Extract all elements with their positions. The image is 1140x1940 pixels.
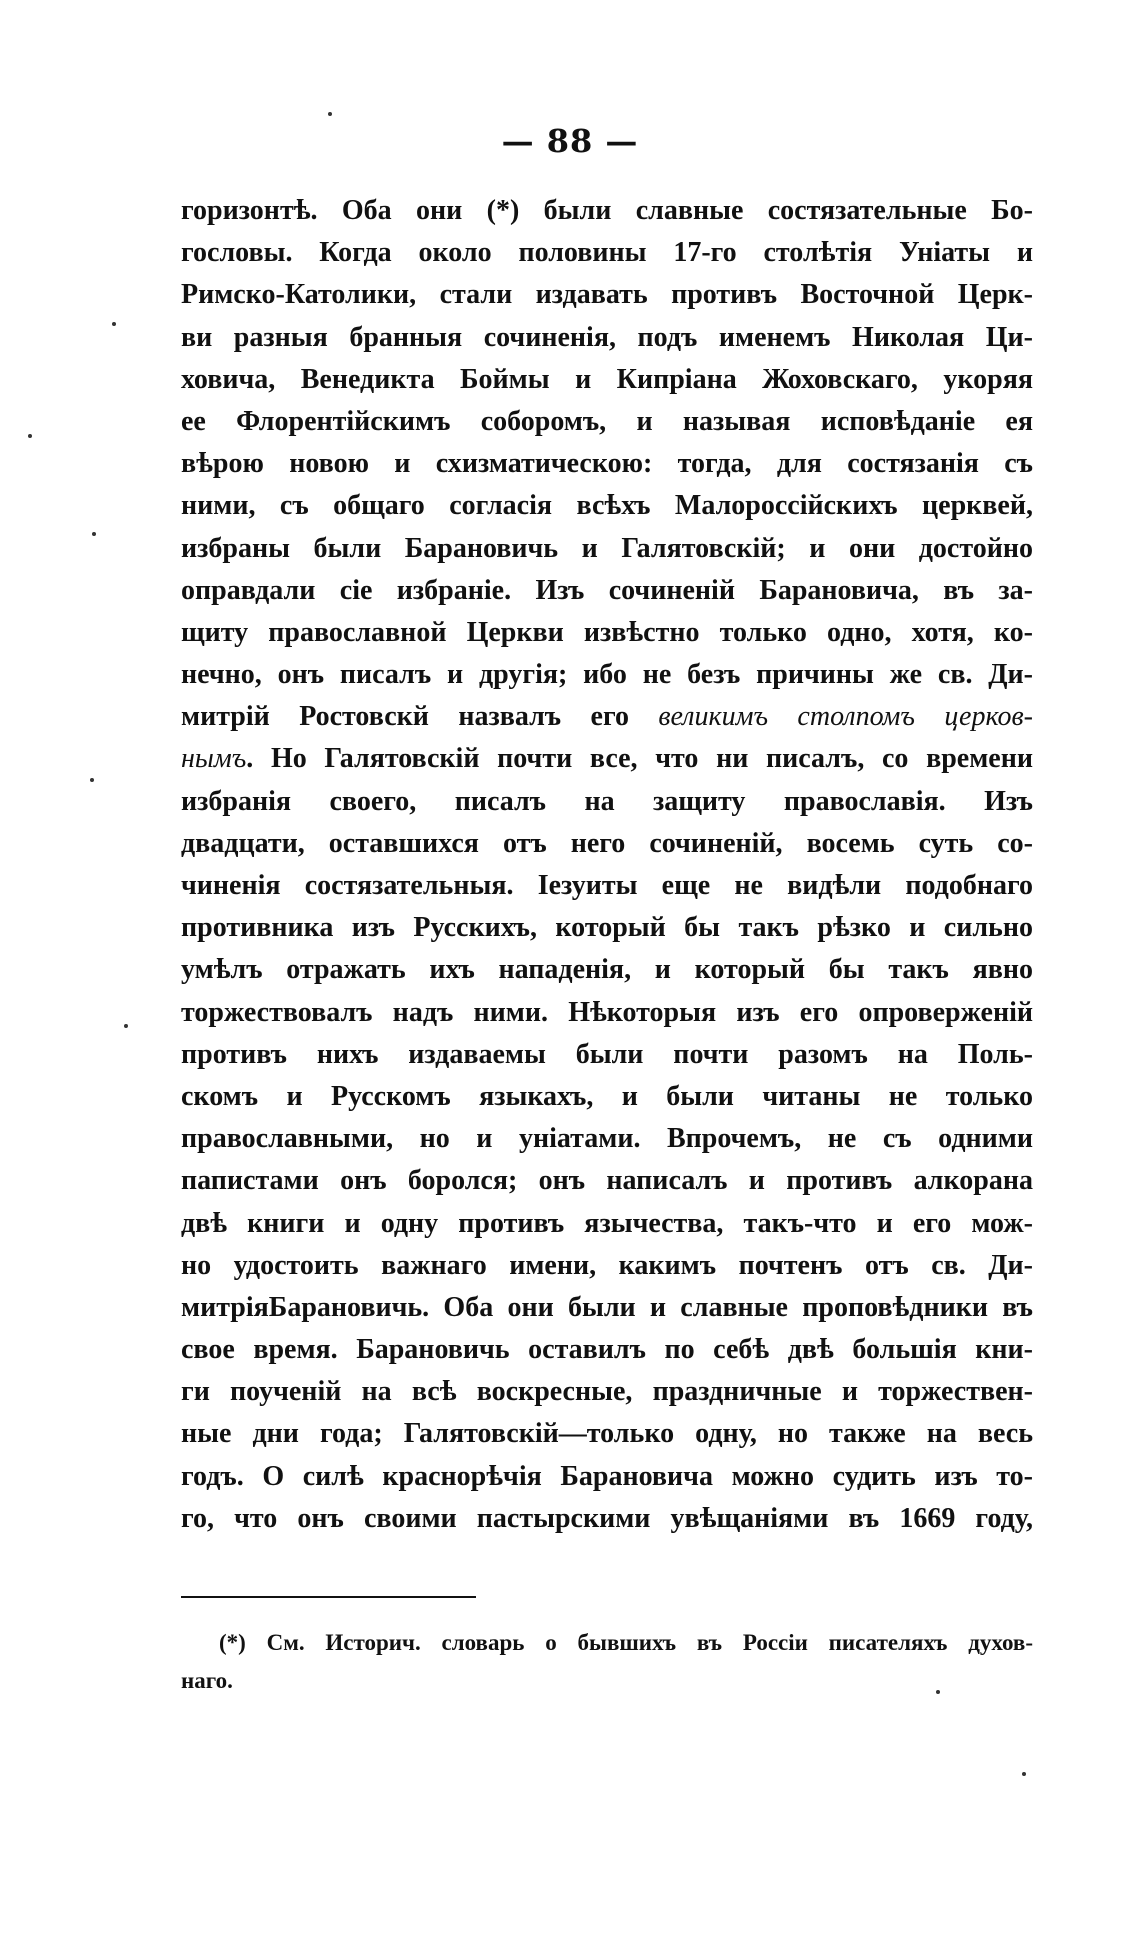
text-line-30: ные дни года; Галятовскій—только одну, но также на весь [181,1418,1033,1450]
text-line-18: противника изъ Русскихъ, который бы такъ рѣзко и сильно [181,912,1033,944]
scan-speck [936,1690,940,1694]
scan-speck [124,1024,128,1028]
text-line-24: папистами онъ боролся; онъ написалъ и противъ алкорана [181,1165,1033,1197]
text-line-4: ви разныя бранныя сочиненія, подъ именемъ Николая Ци- [181,321,1033,353]
text-line-8: ними, съ общаго согласія всѣхъ Малороссійскихъ церквей, [181,490,1033,522]
text-line-13: митрій Ростовскй назвалъ его великимъ столпомъ церков- [181,701,1033,733]
scan-speck [112,322,116,326]
footnote-separator [181,1596,476,1598]
text-line-2: гословы. Когда около половины 17-го столѣтія Уніаты и [181,237,1033,269]
text-line-19: умѣлъ отражать ихъ нападенія, и который бы такъ явно [181,954,1033,986]
text-line-27: митріяБарановичь. Оба они были и славные проповѣдники въ [181,1291,1033,1323]
main-text-block [181,190,1033,1540]
text-line-5: ховича, Венедикта Боймы и Кипріана Жоховскаго, укоряя [181,363,1033,395]
page-number: — 88 — [501,122,639,160]
scan-speck [28,434,32,438]
scan-speck [92,532,96,536]
text-line-23: православными, но и уніатами. Впрочемъ, не съ одними [181,1123,1033,1155]
italic-phrase: великимъ столпомъ церков- [658,701,1033,733]
text-line-6: ее Флорентійскимъ соборомъ, и называя исповѣданіе ея [181,405,1033,437]
text-line-1: горизонтѣ. Оба они (*) были славные состязательные Бо- [181,195,1033,226]
text-line-10: оправдали сіе избраніе. Изъ сочиненій Барановича, въ за- [181,574,1033,606]
footnote-line-2: наго. [181,1668,233,1693]
text-line-21: противъ нихъ издаваемы были почти разомъ на Поль- [181,1038,1033,1070]
text-line-17: чиненія состязательныя. Іезуиты еще не видѣли подобнаго [181,870,1033,901]
footnote [181,1624,1033,1700]
text-line-16: двадцати, оставшихся отъ него сочиненій, восемь суть со- [181,827,1033,859]
footnote-line-1: (*) См. Историч. словарь о бывшихъ въ Россіи писателяхъ духов- [219,1630,1033,1655]
text-line-3: Римско-Католики, стали издавать противъ Восточной Церк- [181,279,1033,311]
text-line-15: избранія своего, писалъ на защиту православія. Изъ [181,785,1033,817]
text-line-20: торжествовалъ надъ ними. Нѣкоторыя изъ его опроверженій [181,996,1033,1028]
text-line-9: избраны были Барановичь и Галятовскій; и они достойно [181,532,1033,564]
text-line-25: двѣ книги и одну противъ язычества, такъ-что и его мож- [181,1207,1033,1239]
text-line-22: скомъ и Русскомъ языкахъ, и были читаны не только [181,1080,1033,1112]
text-line-29: ги поученій на всѣ воскресные, праздничные и торжествен- [181,1376,1033,1408]
text-line-26: но удостоить важнаго имени, какимъ почтенъ отъ св. Ди- [181,1249,1033,1281]
text-line-32: го, что онъ своими пастырскими увѣщаніями въ 1669 году, [181,1502,1033,1534]
scan-speck [90,778,94,782]
scan-speck [1022,1772,1026,1776]
italic-word: нымъ [181,743,247,775]
text-line-14: нымъ. Но Галятовскій почти все, что ни писалъ, со времени [181,743,1033,775]
text-line-7: вѣрою новою и схизматическою: тогда, для состязанія съ [181,448,1033,480]
text-line-12: нечно, онъ писалъ и другія; ибо не безъ причины же св. Ди- [181,659,1033,691]
scan-speck [328,112,332,116]
text-line-31: годъ. О силѣ краснорѣчія Барановича можно судить изъ то- [181,1460,1033,1492]
text-line-11: щиту православной Церкви извѣстно только одно, хотя, ко- [181,616,1033,648]
text-line-28: свое время. Барановичь оставилъ по себѣ двѣ большія кни- [181,1334,1033,1366]
